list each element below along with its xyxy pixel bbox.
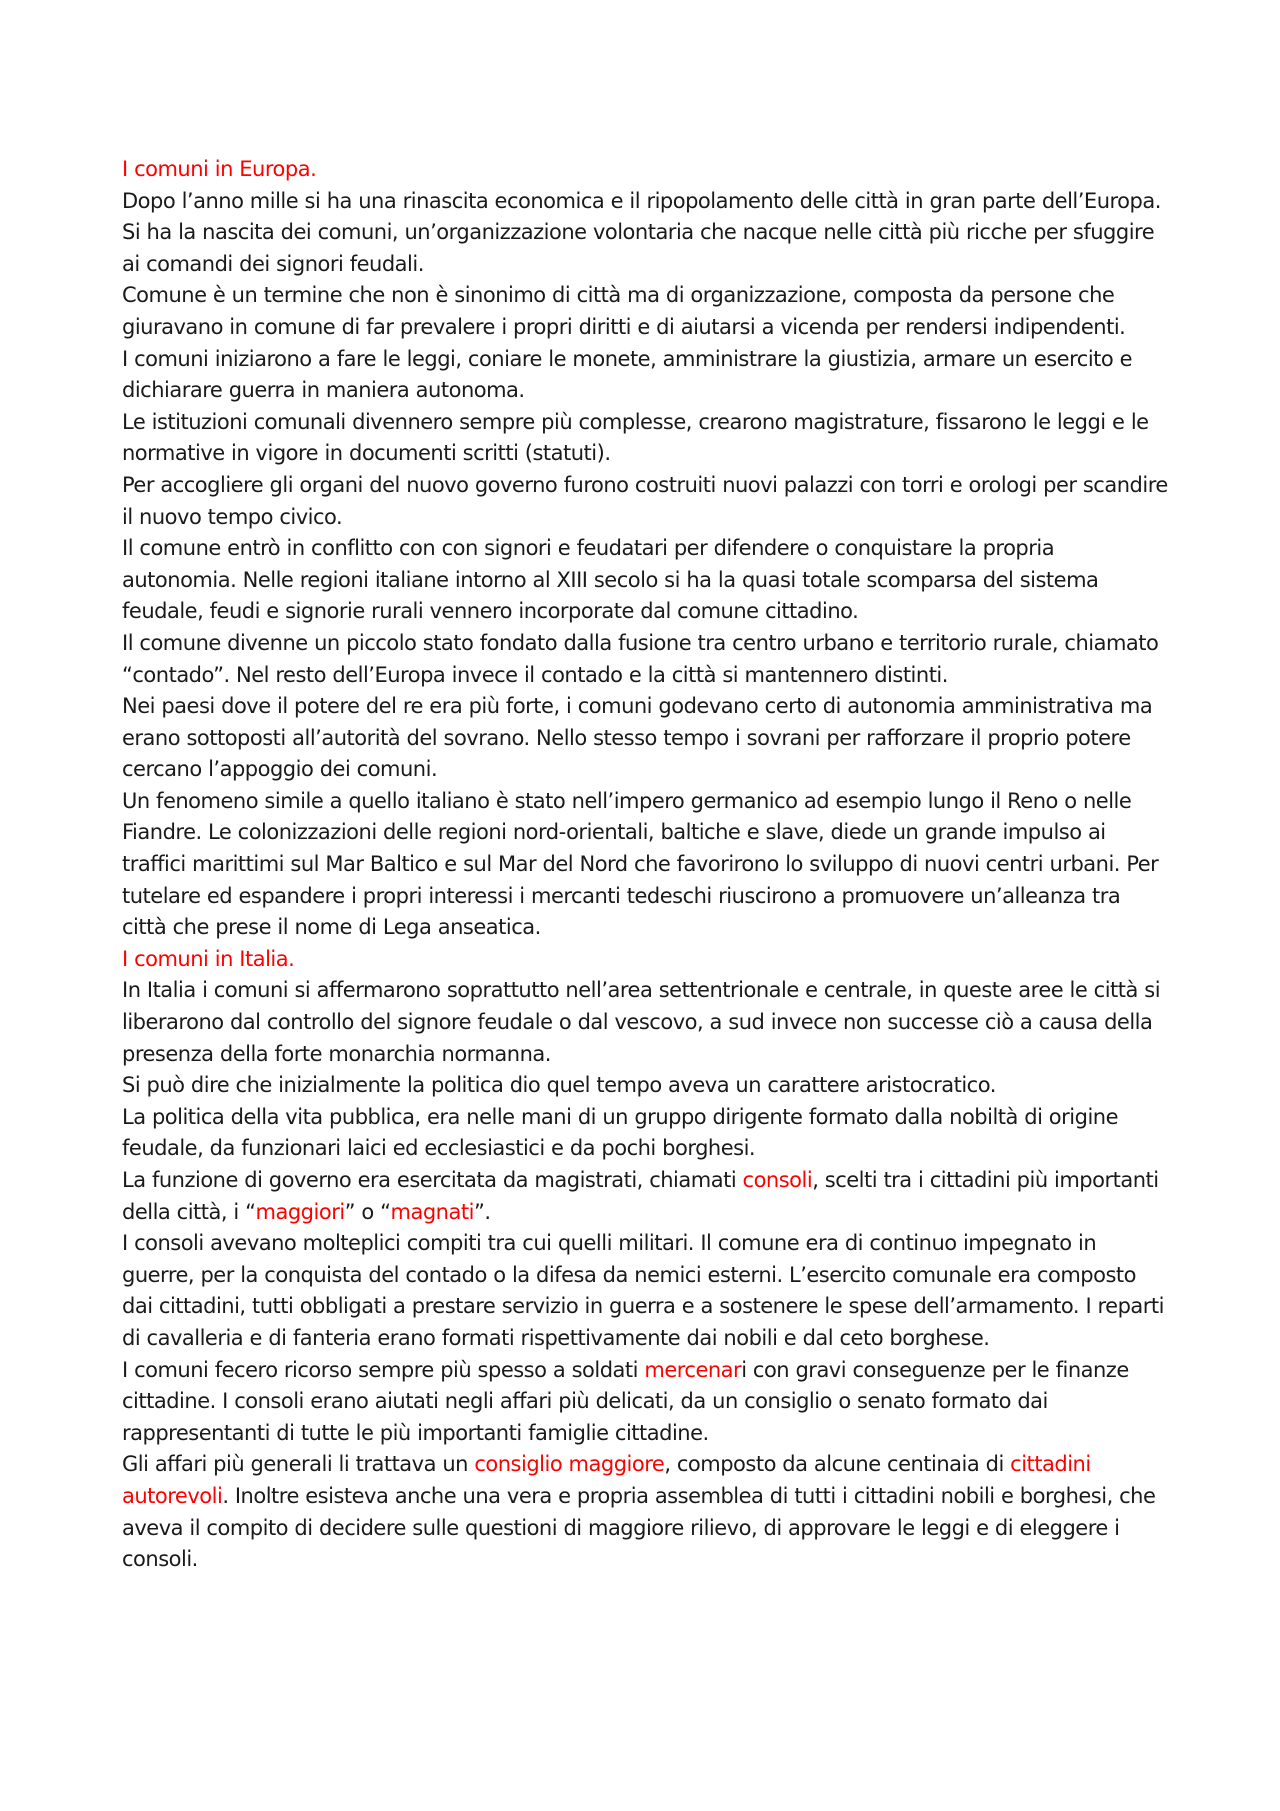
paragraph: Si ha la nascita dei comuni, un’organizzazione volontaria che nacque nelle città più ricche per sfuggire ai comandi dei signori feudali. bbox=[122, 220, 1155, 276]
paragraph: I comuni iniziarono a fare le leggi, coniare le monete, amministrare la giustizia, armare un esercito e dichiarare guerra in maniera autonoma. bbox=[122, 346, 1133, 403]
section-heading-europa: I comuni in Europa. bbox=[122, 157, 317, 181]
paragraph bbox=[122, 1449, 1168, 1575]
paragraph bbox=[122, 1165, 1168, 1228]
paragraph: Un fenomeno simile a quello italiano è stato nell’impero germanico ad esempio lungo il Reno o nelle Fiandre. Le colonizzazioni delle regioni nord-orientali, baltiche e slave, diede un grande impulso ai traffici marittimi sul Mar Baltico e sul Mar del Nord che favorirono lo sviluppo di nuovi centri urbani. Per tutelare ed espandere i propri interessi i mercanti tedeschi riuscirono a promuovere un’alleanza tra città che prese il nome di Lega anseatica. bbox=[122, 788, 1159, 940]
paragraph: I consoli avevano molteplici compiti tra cui quelli militari. Il comune era di continuo impegnato in guerre, per la conquista del contado o la difesa da nemici esterni. L’esercito comunale era composto dai cittadini, tutti obbligati a prestare servizio in guerra e a sostenere le spese dell’armamento. I reparti di cavalleria e di fanteria erano formati rispettivamente dai nobili e dal ceto borghese. bbox=[122, 1231, 1165, 1350]
highlight-maggiori: maggiori bbox=[255, 1199, 345, 1224]
paragraph bbox=[122, 1355, 1168, 1450]
paragraph: Dopo l’anno mille si ha una rinascita economica e il ripopolamento delle città in gran parte dell’Europa. bbox=[122, 188, 1161, 213]
paragraph: Per accogliere gli organi del nuovo governo furono costruiti nuovi palazzi con torri e orologi per scandire il nuovo tempo civico. bbox=[122, 472, 1168, 529]
paragraph: Il comune divenne un piccolo stato fondato dalla fusione tra centro urbano e territorio rurale, chiamato “contado”. Nel resto dell’Europa invece il contado e la città si mantennero distinti. bbox=[122, 630, 1159, 687]
text-run: i con gravi conseguenze per le finanze cittadine. I consoli erano aiutati negli affari più delicati, da un consiglio o senato formato dai rappresentanti di tutte le più importanti famiglie cittadine. bbox=[122, 1357, 1129, 1445]
highlight-cittadini-autorevoli: cittadini autorevoli bbox=[122, 1452, 1091, 1508]
paragraph: Comune è un termine che non è sinonimo di città ma di organizzazione, composta da persone che giuravano in comune di far prevalere i propri diritti e di aiutarsi a vicenda per rendersi indipendenti. bbox=[122, 283, 1126, 339]
text-run: , composto da alcune centinaia di bbox=[664, 1452, 1011, 1477]
text-run: I comuni fecero ricorso sempre più spesso a soldati bbox=[122, 1357, 645, 1382]
text-run: ” o “ bbox=[344, 1199, 391, 1224]
highlight-mercenari: mercenar bbox=[644, 1357, 742, 1382]
paragraph: In Italia i comuni si affermarono soprattutto nell’area settentrionale e centrale, in queste aree le città si liberarono dal controllo del signore feudale o dal vescovo, a sud invece non successe ciò a causa della presenza della forte monarchia normanna. bbox=[122, 978, 1161, 1066]
highlight-consoli: consoli bbox=[742, 1168, 813, 1192]
text-run: ”. bbox=[473, 1199, 491, 1224]
paragraph: Il comune entrò in conflitto con con signori e feudatari per difendere o conquistare la propria autonomia. Nelle regioni italiane intorno al XIII secolo si ha la quasi totale scomparsa del sistema feudale, feudi e signorie rurali vennero incorporate dal comune cittadino. bbox=[122, 536, 1099, 624]
text-run: . Inoltre esisteva anche una vera e propria assemblea di tutti i cittadini nobili e borghesi, che aveva il compito di decidere sulle questioni di maggiore rilievo, di approvare le leggi e di eleggere i consoli. bbox=[122, 1483, 1156, 1572]
paragraph: La politica della vita pubblica, era nelle mani di un gruppo dirigente formato dalla nobiltà di origine feudale, da funzionari laici ed ecclesiastici e da pochi borghesi. bbox=[122, 1104, 1119, 1161]
paragraph: Nei paesi dove il potere del re era più forte, i comuni godevano certo di autonomia amministrativa ma erano sottoposti all’autorità del sovrano. Nello stesso tempo i sovrani per rafforzare il proprio potere cercano l’appoggio dei comuni. bbox=[122, 694, 1153, 782]
paragraph: Si può dire che inizialmente la politica dio quel tempo aveva un carattere aristocratico. bbox=[122, 1073, 996, 1098]
document-page bbox=[122, 154, 1168, 1576]
section-heading-italia: I comuni in Italia. bbox=[122, 946, 295, 971]
text-run: , scelti tra i cittadini più importanti della città, i “ bbox=[122, 1168, 1159, 1224]
text-run: La funzione di governo era esercitata da magistrati, chiamati bbox=[122, 1168, 743, 1192]
paragraph: Le istituzioni comunali divennero sempre più complesse, crearono magistrature, fissarono le leggi e le normative in vigore in documenti scritti (statuti). bbox=[122, 409, 1149, 466]
highlight-magnati: magnati bbox=[390, 1199, 474, 1224]
text-run: Gli affari più generali li trattava un bbox=[122, 1452, 475, 1477]
highlight-consiglio-maggiore: consiglio maggiore bbox=[474, 1452, 665, 1477]
